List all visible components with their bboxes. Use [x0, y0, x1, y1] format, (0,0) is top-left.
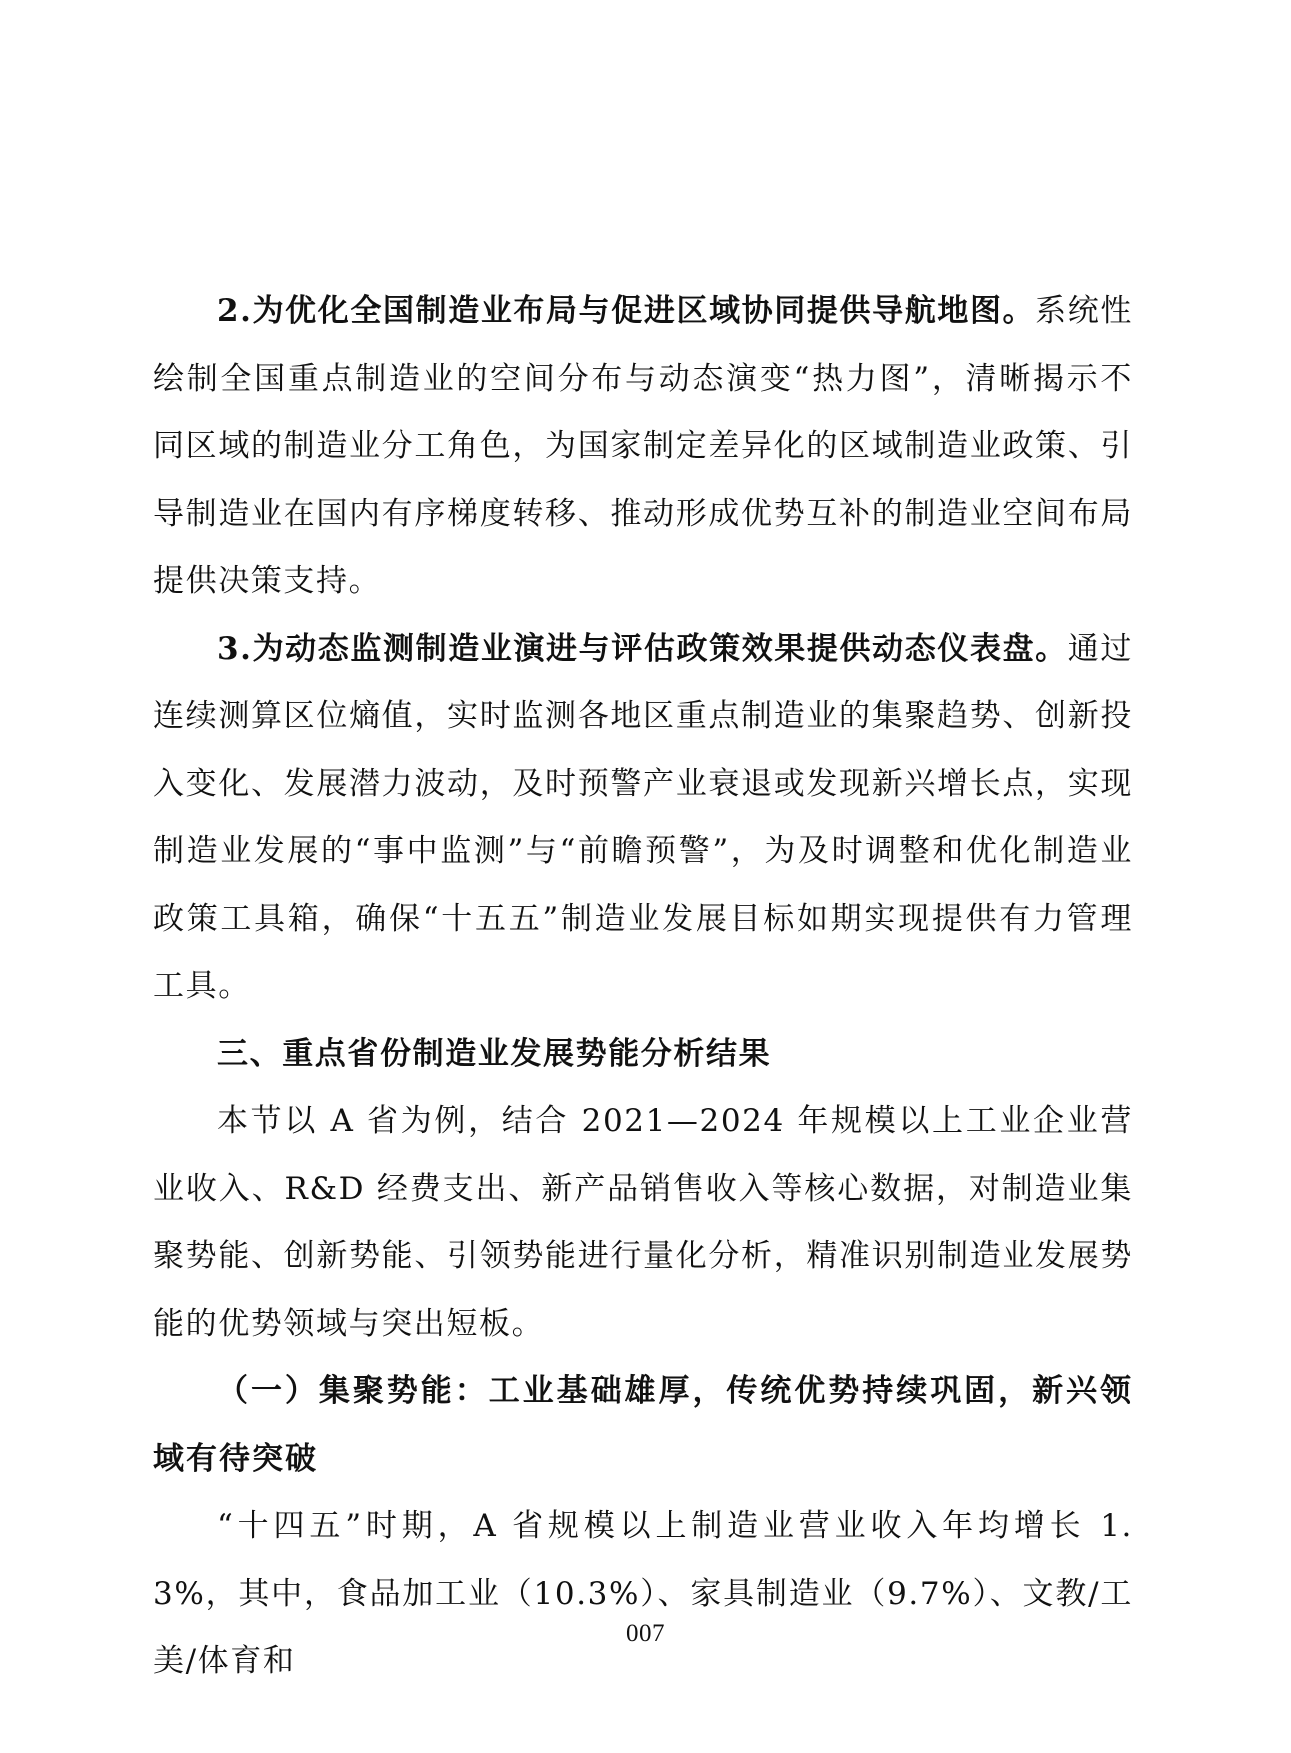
paragraph-dynamic-dashboard [153, 616, 1133, 1021]
paragraph-body-dynamic-dashboard: 通过连续测算区位熵值，实时监测各地区重点制造业的集聚趋势、创新投入变化、发展潜力波动，及时预警产业衰退或发现新兴增长点，实现制造业发展的“事中监测”与“前瞻预警”，为及时调整和优化制造业政策工具箱，确保“十五五”制造业发展目标如期实现提供有力管理工具。 [153, 630, 1134, 1004]
subsection-heading: （一）集聚势能：工业基础雄厚，传统优势持续巩固，新兴领域有待突破 [153, 1373, 1133, 1477]
paragraph-lead-dynamic-dashboard: 3.为动态监测制造业演进与评估政策效果提供动态仪表盘。 [217, 630, 1068, 667]
paragraph-lead-navigation-map: 2.为优化全国制造业布局与促进区域协同提供导航地图。 [217, 293, 1036, 329]
paragraph-section-intro: 本节以 A 省为例，结合 2021—2024 年规模以上工业企业营业收入、R&D 经费支出、新产品销售收入等核心数据，对制造业集聚势能、创新势能、引领势能进行量化分析，精准识别制造业发展势能的优势领域与突出短板。 [153, 1103, 1133, 1342]
page-number: 007 [626, 1620, 665, 1647]
page-body [153, 278, 1133, 1696]
paragraph-body-navigation-map: 系统性绘制全国重点制造业的空间分布与动态演变“热力图”，清晰揭示不同区域的制造业分工角色，为国家制定差异化的区域制造业政策、引导制造业在国内有序梯度转移、推动形成优势互补的制造业空间布局提供决策支持。 [153, 293, 1133, 599]
section-heading: 三、重点省份制造业发展势能分析结果 [217, 1035, 772, 1072]
paragraph-layout-navigation-map [153, 278, 1133, 616]
paragraph-growth-stats: “十四五”时期，A 省规模以上制造业营业收入年均增长 1.3%，其中，食品加工业（10.3%）、家具制造业（9.7%）、文教/工美/体育和 [153, 1508, 1133, 1679]
